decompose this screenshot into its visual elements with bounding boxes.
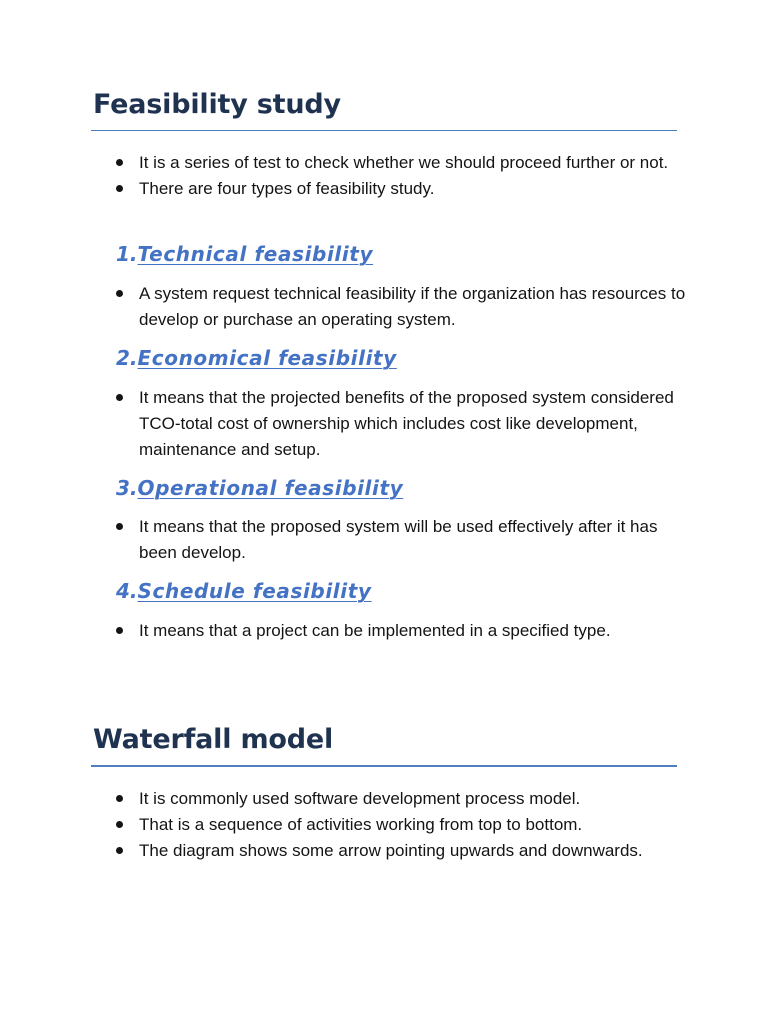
list-item bbox=[0, 514, 768, 566]
technical-feasibility-list bbox=[0, 281, 768, 333]
subheading-economical-feasibility bbox=[116, 344, 397, 372]
schedule-feasibility-list bbox=[0, 618, 768, 644]
list-item bbox=[0, 618, 768, 644]
list-item bbox=[0, 838, 768, 864]
subheading-number: 3. bbox=[116, 476, 138, 500]
list-item-text: That is a sequence of activities working from top to bottom. bbox=[139, 815, 583, 834]
list-item-text: A system request technical feasibility if the organization has resources to develop or purchase an operating system. bbox=[139, 284, 686, 329]
heading-underline bbox=[91, 130, 677, 131]
subheading-number: 4. bbox=[116, 579, 138, 603]
subheading-schedule-feasibility bbox=[116, 577, 372, 605]
list-item bbox=[0, 812, 768, 838]
section-heading-feasibility: Feasibility study bbox=[93, 89, 341, 120]
bullet-icon bbox=[116, 847, 123, 854]
bullet-icon bbox=[116, 159, 123, 166]
subheading-title: Technical feasibility bbox=[137, 242, 374, 266]
section-heading-waterfall: Waterfall model bbox=[93, 724, 334, 755]
bullet-icon bbox=[116, 821, 123, 828]
subheading-title: Economical feasibility bbox=[137, 346, 397, 370]
bullet-icon bbox=[116, 290, 123, 297]
economical-feasibility-list bbox=[0, 385, 768, 463]
list-item-text: There are four types of feasibility study. bbox=[139, 179, 435, 198]
subheading-title: Operational feasibility bbox=[137, 476, 404, 500]
subheading-operational-feasibility bbox=[116, 474, 403, 502]
subheading-number: 2. bbox=[116, 346, 138, 370]
list-item-text: It means that a project can be implemented in a specified type. bbox=[139, 621, 611, 640]
list-item bbox=[0, 786, 768, 812]
list-item bbox=[0, 385, 768, 463]
subheading-title: Schedule feasibility bbox=[137, 579, 372, 603]
bullet-icon bbox=[116, 394, 123, 401]
bullet-icon bbox=[116, 795, 123, 802]
operational-feasibility-list bbox=[0, 514, 768, 566]
waterfall-list bbox=[0, 786, 768, 864]
list-item-text: It is a series of test to check whether we should proceed further or not. bbox=[139, 153, 669, 172]
list-item bbox=[0, 176, 768, 202]
list-item-text: It means that the proposed system will be used effectively after it has been develop. bbox=[139, 517, 658, 562]
bullet-icon bbox=[116, 185, 123, 192]
list-item-text: The diagram shows some arrow pointing upwards and downwards. bbox=[139, 841, 643, 860]
feasibility-intro-list bbox=[0, 150, 768, 202]
subheading-number: 1. bbox=[116, 242, 138, 266]
bullet-icon bbox=[116, 627, 123, 634]
bullet-icon bbox=[116, 523, 123, 530]
heading-underline bbox=[91, 765, 677, 767]
list-item bbox=[0, 281, 768, 333]
subheading-technical-feasibility bbox=[116, 240, 373, 268]
list-item-text: It is commonly used software development process model. bbox=[139, 789, 581, 808]
list-item bbox=[0, 150, 768, 176]
list-item-text: It means that the projected benefits of the proposed system considered TCO-total cost of ownership which includes cost like development, maintenance and setup. bbox=[139, 388, 674, 459]
